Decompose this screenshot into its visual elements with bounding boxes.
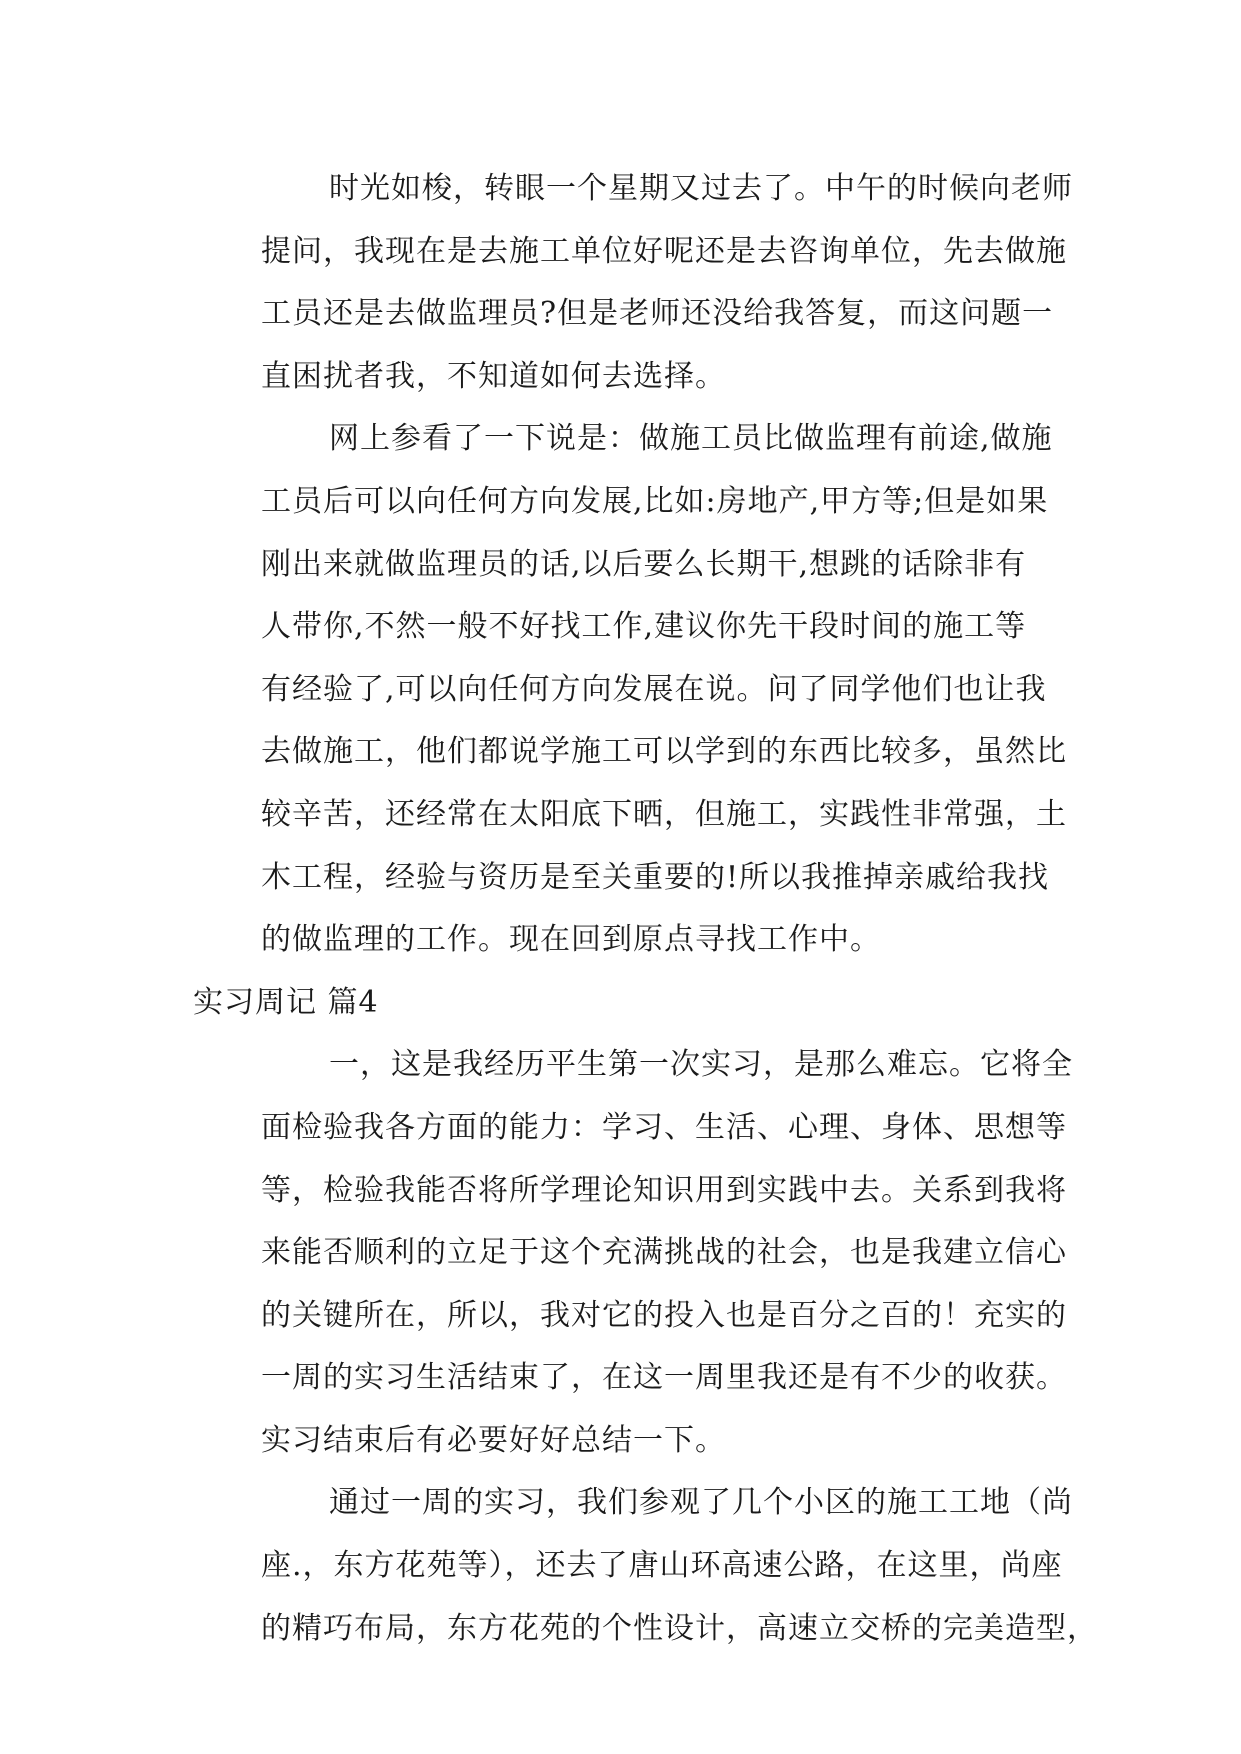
section-heading: 实习周记 篇4 xyxy=(193,984,379,1020)
text-line: 有经验了,可以向任何方向发展在说。问了同学他们也让我 xyxy=(261,671,1047,707)
text-line: 去做施工，他们都说学施工可以学到的东西比较多，虽然比 xyxy=(261,734,1067,770)
text-line: 工员后可以向任何方向发展,比如:房地产,甲方等;但是如果 xyxy=(261,483,1049,519)
text-line: 来能否顺利的立足于这个充满挑战的社会，也是我建立信心 xyxy=(261,1235,1067,1271)
text-line: 的精巧布局，东方花苑的个性设计，高速立交桥的完美造型， xyxy=(261,1610,1098,1646)
text-line: 面检验我各方面的能力：学习、生活、心理、身体、思想等 xyxy=(261,1109,1067,1145)
paragraph-4 xyxy=(193,1472,1098,1660)
text-line: 网上参看了一下说是：做施工员比做监理有前途,做施 xyxy=(329,421,1053,457)
text-line: 等，检验我能否将所学理论知识用到实践中去。关系到我将 xyxy=(261,1172,1067,1208)
text-line: 直困扰者我，不知道如何去选择。 xyxy=(261,358,726,394)
text-line: 的关键所在，所以，我对它的投入也是百分之百的！充实的 xyxy=(261,1297,1067,1333)
text-line: 人带你,不然一般不好找工作,建议你先干段时间的施工等 xyxy=(261,609,1027,645)
text-line: 刚出来就做监理员的话,以后要么长期干,想跳的话除非有 xyxy=(261,546,1027,582)
text-line: 座.，东方花苑等），还去了唐山环高速公路，在这里，尚座 xyxy=(261,1548,1063,1584)
text-line: 较辛苦，还经常在太阳底下晒，但施工，实践性非常强，土 xyxy=(261,796,1067,832)
paragraph-1 xyxy=(193,158,1073,408)
text-line: 通过一周的实习，我们参观了几个小区的施工工地（尚 xyxy=(329,1485,1073,1521)
text-line: 木工程，经验与资历是至关重要的!所以我推掉亲戚给我找 xyxy=(261,859,1050,895)
text-line: 的做监理的工作。现在回到原点寻找工作中。 xyxy=(261,922,881,958)
paragraph-2 xyxy=(193,408,1067,971)
document-body xyxy=(193,158,1098,1660)
text-line: 实习结束后有必要好好总结一下。 xyxy=(261,1422,726,1458)
text-line: 工员还是去做监理员?但是老师还没给我答复，而这问题一 xyxy=(261,296,1054,332)
text-line: 一，这是我经历平生第一次实习，是那么难忘。它将全 xyxy=(329,1047,1073,1083)
text-line: 提问，我现在是去施工单位好呢还是去咨询单位，先去做施 xyxy=(261,233,1067,269)
text-line: 时光如梭，转眼一个星期又过去了。中午的时候向老师 xyxy=(329,171,1073,206)
text-line: 一周的实习生活结束了，在这一周里我还是有不少的收获。 xyxy=(261,1360,1067,1396)
paragraph-3 xyxy=(193,1034,1073,1472)
